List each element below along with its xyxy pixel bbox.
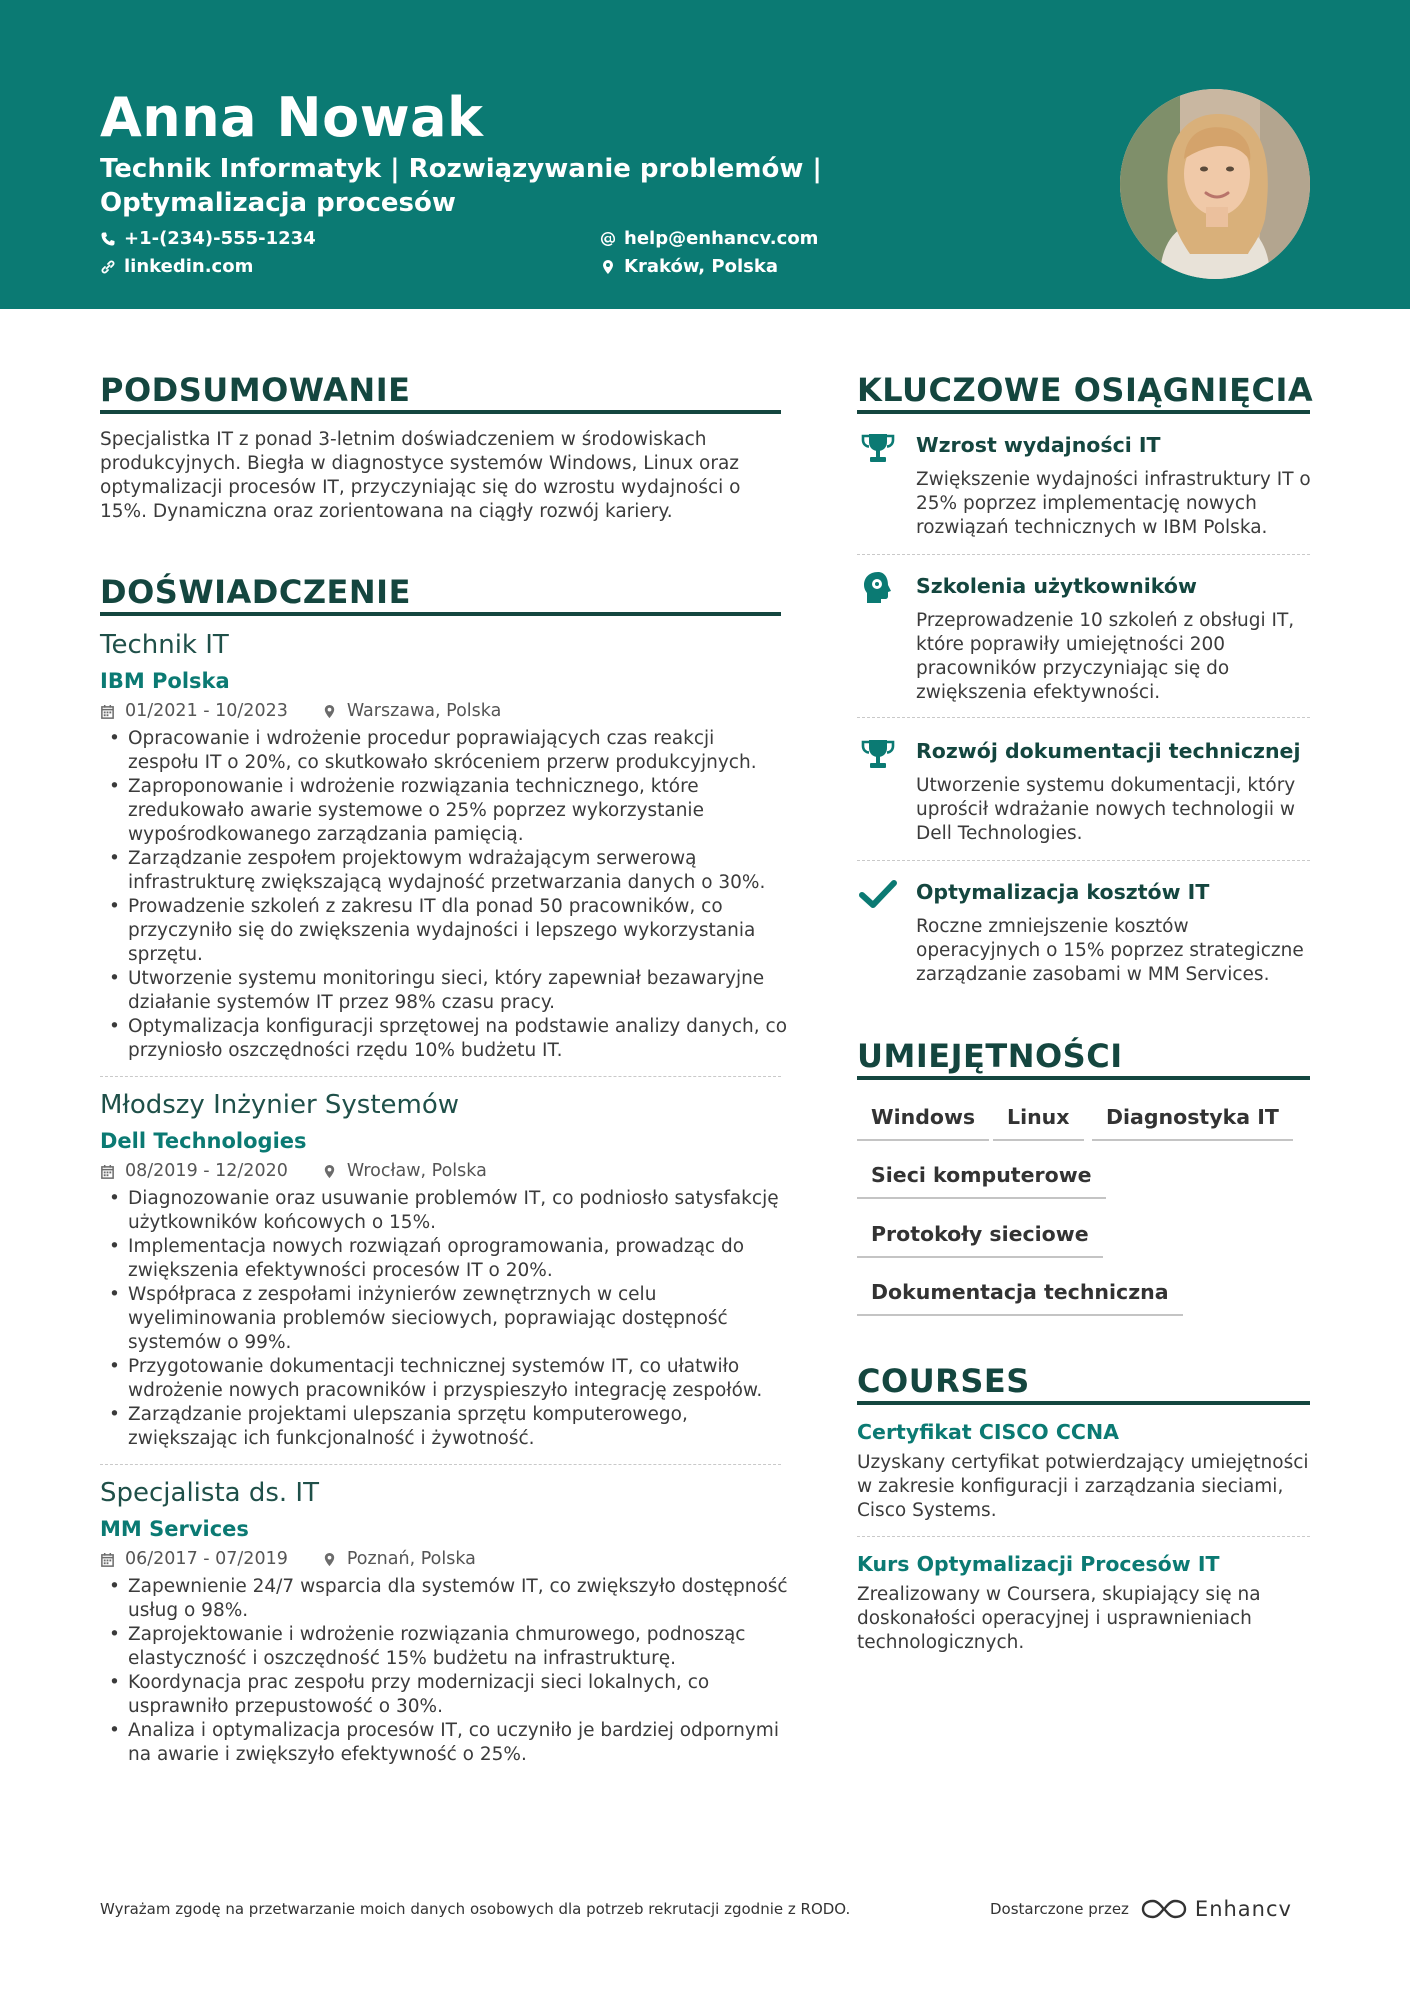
skills-divider	[857, 1076, 1310, 1080]
job-company: Dell Technologies	[100, 1129, 307, 1153]
profile-photo	[1120, 89, 1310, 279]
achievement-title: Rozwój dokumentacji technicznej	[916, 739, 1301, 763]
achievement-title: Wzrost wydajności IT	[916, 433, 1161, 457]
achievement-separator	[857, 717, 1310, 718]
list-item: • Zaprojektowanie i wdrożenie rozwiązania chmurowego, podnosząc elastyczność i oszczędność 15% budżetu na infrastrukturę.	[100, 1623, 790, 1671]
experience-divider	[100, 612, 781, 616]
trophy-icon	[858, 428, 898, 468]
list-item: • Przygotowanie dokumentacji technicznej systemów IT, co ułatwiło wdrożenie nowych pracowników i przyspieszyło integrację zespołów.	[100, 1355, 790, 1403]
job-title: Specjalista ds. IT	[100, 1478, 319, 1508]
skill-tag: Sieci komputerowe	[857, 1161, 1106, 1199]
gdpr-consent: Wyrażam zgodę na przetwarzanie moich danych osobowych dla potrzeb rekrutacji zgodnie z RODO.	[100, 1900, 851, 1918]
job-meta	[100, 1159, 487, 1183]
job-title: Technik IT	[100, 630, 229, 660]
achievements-divider	[857, 410, 1310, 414]
skill-tag: Diagnostyka IT	[1092, 1103, 1293, 1141]
skills-heading: UMIEJĘTNOŚCI	[857, 1037, 1123, 1075]
courses-divider	[857, 1401, 1310, 1405]
resume-header	[0, 0, 1410, 309]
trophy-icon	[858, 734, 898, 774]
job-meta	[100, 1547, 476, 1571]
brand-name: Enhancv	[1194, 1897, 1292, 1921]
achievement-desc: Przeprowadzenie 10 szkoleń z obsługi IT, które poprawiły umiejętności 200 pracowników przyczyniając się do zwiększenia efektywności.	[916, 610, 1295, 703]
contact-email[interactable]	[600, 227, 818, 251]
contact-linkedin[interactable]	[100, 255, 253, 279]
phone-icon	[100, 231, 116, 247]
job-location: Warszawa, Polska	[346, 701, 502, 721]
powered-by-label: Dostarczone przez	[990, 1900, 1129, 1918]
list-item: • Zapewnienie 24/7 wsparcia dla systemów IT, co zwiększyło dostępność usług o 98%.	[100, 1575, 790, 1623]
course-separator	[857, 1536, 1310, 1537]
list-item: • Koordynacja prac zespołu przy modernizacji sieci lokalnych, co usprawniło przepustowość o 30%.	[100, 1671, 790, 1719]
job-dates: 01/2021 - 10/2023	[125, 701, 288, 721]
skill-tag: Windows	[857, 1103, 989, 1141]
job-meta	[100, 699, 501, 723]
list-item: • Zarządzanie zespołem projektowym wdrażającym serwerową infrastrukturę zwiększającą wydajność przetwarzania danych o 30%.	[100, 847, 790, 895]
contact-location	[600, 255, 778, 279]
brand-logo[interactable]	[1141, 1897, 1292, 1921]
enhancv-logo-icon	[1141, 1897, 1187, 1921]
at-icon	[600, 231, 616, 247]
summary-heading: PODSUMOWANIE	[100, 371, 411, 409]
list-item: • Opracowanie i wdrożenie procedur poprawiających czas reakcji zespołu IT o 20%, co skutkowało skróceniem przerw produkcyjnych.	[100, 727, 790, 775]
location-pin-icon	[322, 1164, 337, 1179]
candidate-name: Anna Nowak	[100, 86, 484, 149]
job-title: Młodszy Inżynier Systemów	[100, 1090, 460, 1120]
list-item: • Diagnozowanie oraz usuwanie problemów IT, co podniosło satysfakcję użytkowników końcowych o 15%.	[100, 1187, 790, 1235]
location-pin-icon	[322, 1552, 337, 1567]
job-separator	[100, 1464, 781, 1465]
job-dates: 06/2017 - 07/2019	[125, 1549, 288, 1569]
checkmark-icon	[858, 874, 898, 914]
course-title: Kurs Optymalizacji Procesów IT	[857, 1552, 1220, 1576]
course-title: Certyfikat CISCO CCNA	[857, 1420, 1119, 1444]
email-address[interactable]: help@enhancv.com	[624, 228, 819, 249]
achievement-desc: Roczne zmniejszenie kosztów operacyjnych o 15% poprzez strategiczne zarządzanie zasobami w MM Services.	[916, 916, 1304, 985]
job-separator	[100, 1076, 781, 1077]
linkedin-link[interactable]: linkedin.com	[124, 256, 254, 277]
course-desc: Zrealizowany w Coursera, skupiający się na doskonałości operacyjnej i usprawnieniach technologicznych.	[857, 1584, 1261, 1653]
job-dates: 08/2019 - 12/2020	[125, 1161, 288, 1181]
achievement-title: Szkolenia użytkowników	[916, 574, 1197, 598]
phone-number: +1-(234)-555-1234	[124, 228, 316, 249]
job-location: Wrocław, Polska	[346, 1161, 487, 1181]
job-bullets	[100, 1187, 790, 1451]
list-item: • Utworzenie systemu monitoringu sieci, który zapewniał bezawaryjne działanie systemów IT przez 98% czasu pracy.	[100, 967, 790, 1015]
contact-phone	[100, 227, 316, 251]
candidate-title: Technik Informatyk | Rozwiązywanie problemów | Optymalizacja procesów	[100, 154, 822, 218]
list-item: • Współpraca z zespołami inżynierów zewnętrznych w celu wyeliminowania problemów sieciowych, poprawiając dostępność systemów o 99%.	[100, 1283, 790, 1355]
list-item: • Optymalizacja konfiguracji sprzętowej na podstawie analizy danych, co przyniosło oszczędności rzędu 10% budżetu IT.	[100, 1015, 790, 1063]
achievement-separator	[857, 554, 1310, 555]
course-desc: Uzyskany certyfikat potwierdzający umiejętności w zakresie konfiguracji i zarządzania sieciami, Cisco Systems.	[857, 1452, 1309, 1521]
summary-divider	[100, 410, 781, 414]
summary-text: Specjalistka IT z ponad 3-letnim doświadczeniem w środowiskach produkcyjnych. Biegła w diagnostyce systemów Windows, Linux oraz optymalizacji procesów IT, przyczyniając się do wzrostu wydajności o 15%. Dynamiczna oraz zorientowana na ciągły rozwój kariery.	[100, 429, 741, 522]
list-item: • Analiza i optymalizacja procesów IT, co uczyniło je bardziej odpornymi na awarie i zwiększyło efektywność o 25%.	[100, 1719, 790, 1767]
achievement-desc: Utworzenie systemu dokumentacji, który uprościł wdrażanie nowych technologii w Dell Technologies.	[916, 775, 1296, 844]
calendar-icon	[100, 1552, 115, 1567]
experience-heading: DOŚWIADCZENIE	[100, 573, 411, 611]
calendar-icon	[100, 1164, 115, 1179]
job-company: MM Services	[100, 1517, 249, 1541]
powered-by	[990, 1897, 1292, 1921]
achievement-desc: Zwiększenie wydajności infrastruktury IT o 25% poprzez implementację nowych rozwiązań technicznych w IBM Polska.	[916, 469, 1311, 538]
location-text: Kraków, Polska	[624, 256, 778, 277]
job-bullets	[100, 1575, 790, 1767]
list-item: • Implementacja nowych rozwiązań oprogramowania, prowadząc do zwiększenia efektywności procesów IT o 20%.	[100, 1235, 790, 1283]
skill-tag: Linux	[993, 1103, 1084, 1141]
location-pin-icon	[600, 259, 616, 275]
job-company: IBM Polska	[100, 669, 230, 693]
list-item: • Prowadzenie szkoleń z zakresu IT dla ponad 50 pracowników, co przyczyniło się do zwiększenia wydajności i lepszego wykorzystania sprzętu.	[100, 895, 790, 967]
courses-heading: COURSES	[857, 1362, 1030, 1400]
location-pin-icon	[322, 704, 337, 719]
list-item: • Zaproponowanie i wdrożenie rozwiązania technicznego, które zredukowało awarie systemowe o 25% poprzez wykorzystanie wypośrodkowanego zarządzania pamięcią.	[100, 775, 790, 847]
skill-tag: Protokoły sieciowe	[857, 1220, 1103, 1258]
head-icon	[858, 568, 898, 608]
link-icon	[100, 259, 116, 275]
skill-tag: Dokumentacja techniczna	[857, 1278, 1183, 1316]
job-bullets	[100, 727, 790, 1063]
list-item: • Zarządzanie projektami ulepszania sprzętu komputerowego, zwiększając ich funkcjonalność i żywotność.	[100, 1403, 790, 1451]
achievement-title: Optymalizacja kosztów IT	[916, 880, 1210, 904]
job-location: Poznań, Polska	[346, 1549, 476, 1569]
achievement-separator	[857, 860, 1310, 861]
calendar-icon	[100, 704, 115, 719]
achievements-heading: KLUCZOWE OSIĄGNIĘCIA	[857, 371, 1314, 409]
